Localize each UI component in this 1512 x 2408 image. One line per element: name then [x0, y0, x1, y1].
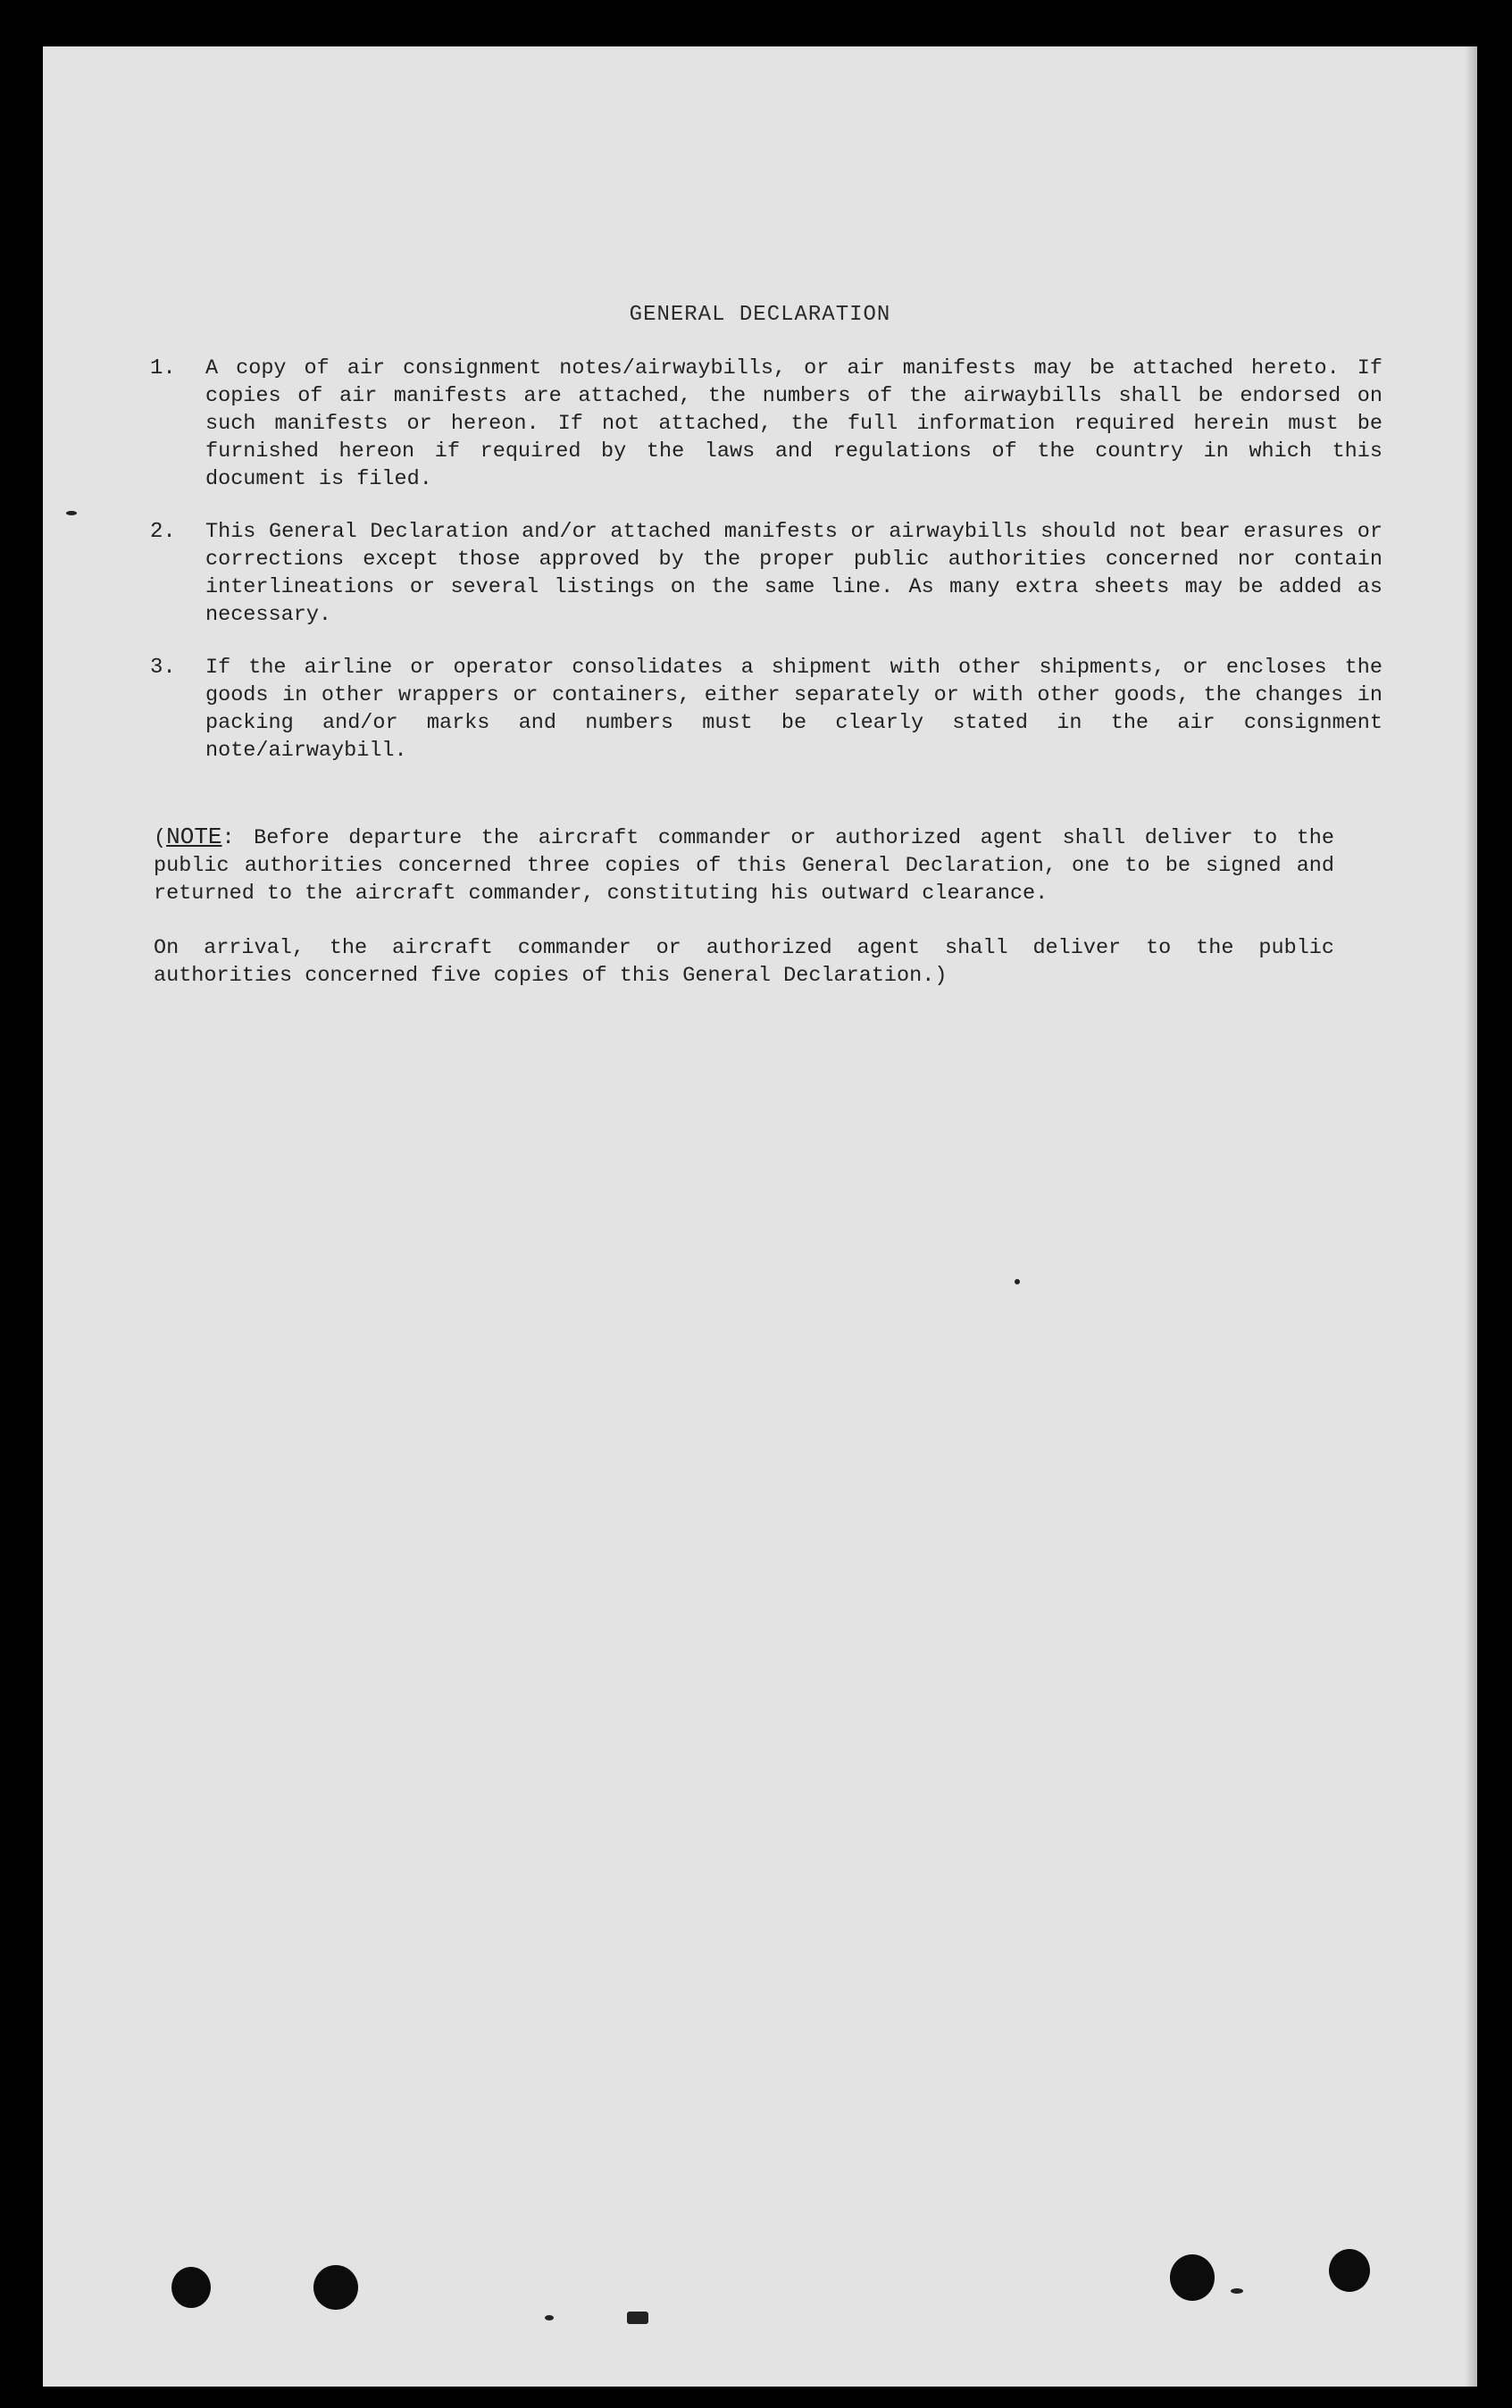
document-page: [43, 46, 1477, 2387]
item-number: 2.: [150, 520, 176, 544]
item-text: This General Declaration and/or attached manifests or airwaybills should not bear erasures or corrections except those approved by the proper public authorities concerned nor contain interlineations or several listings on the same line. As many extra sheets may be added as necessary.: [205, 520, 1383, 627]
item-text: A copy of air consignment notes/airwaybills, or air manifests may be attached hereto. If copies of air manifests are attached, the numbers of the airwaybills shall be endorsed on such manifests or hereon. If not attached, the full information required herein must be furnished hereon if required by the laws and regulations of the country in which this document is filed.: [205, 356, 1383, 491]
scan-speck: [627, 2312, 648, 2324]
list-item: [150, 654, 1383, 765]
binding-hole-left: [171, 2267, 211, 2308]
note-colon: :: [221, 826, 235, 850]
instruction-list: [150, 355, 1383, 790]
scan-speck: [1231, 2288, 1243, 2294]
scan-speck: [66, 511, 77, 515]
item-number: 1.: [150, 356, 176, 380]
scan-speck: [545, 2315, 554, 2320]
binding-hole-center-left: [313, 2265, 358, 2310]
item-text: If the airline or operator consolidates a shipment with other shipments, or encloses the goods in other wrappers or containers, either separately or with other goods, the changes in packing and/or marks and numbers must be clearly stated in the air consignment note/airwaybill.: [205, 656, 1383, 763]
document-title: GENERAL DECLARATION: [629, 303, 891, 327]
binding-hole-right: [1170, 2254, 1215, 2301]
note-block: [154, 824, 1334, 1016]
list-item: [150, 518, 1383, 629]
list-item: [150, 355, 1383, 493]
page-edge-shadow: [1465, 46, 1477, 2387]
note-paragraph-1: [154, 824, 1334, 907]
scan-speck: [1015, 1279, 1020, 1284]
note-open-paren: (: [154, 826, 167, 850]
note-paragraph-1-text: Before departure the aircraft commander or authorized agent shall deliver to the public authorities concerned three copies of this General Declaration, one to be signed and returned to the aircraft commander, constituting his outward clearance.: [154, 826, 1334, 906]
item-number: 3.: [150, 656, 176, 680]
note-label: NOTE: [166, 824, 222, 850]
binding-hole-far-right: [1329, 2249, 1370, 2292]
note-paragraph-2: On arrival, the aircraft commander or authorized agent shall deliver to the public authorities concerned five copies of this General Declaration.): [154, 936, 1334, 988]
